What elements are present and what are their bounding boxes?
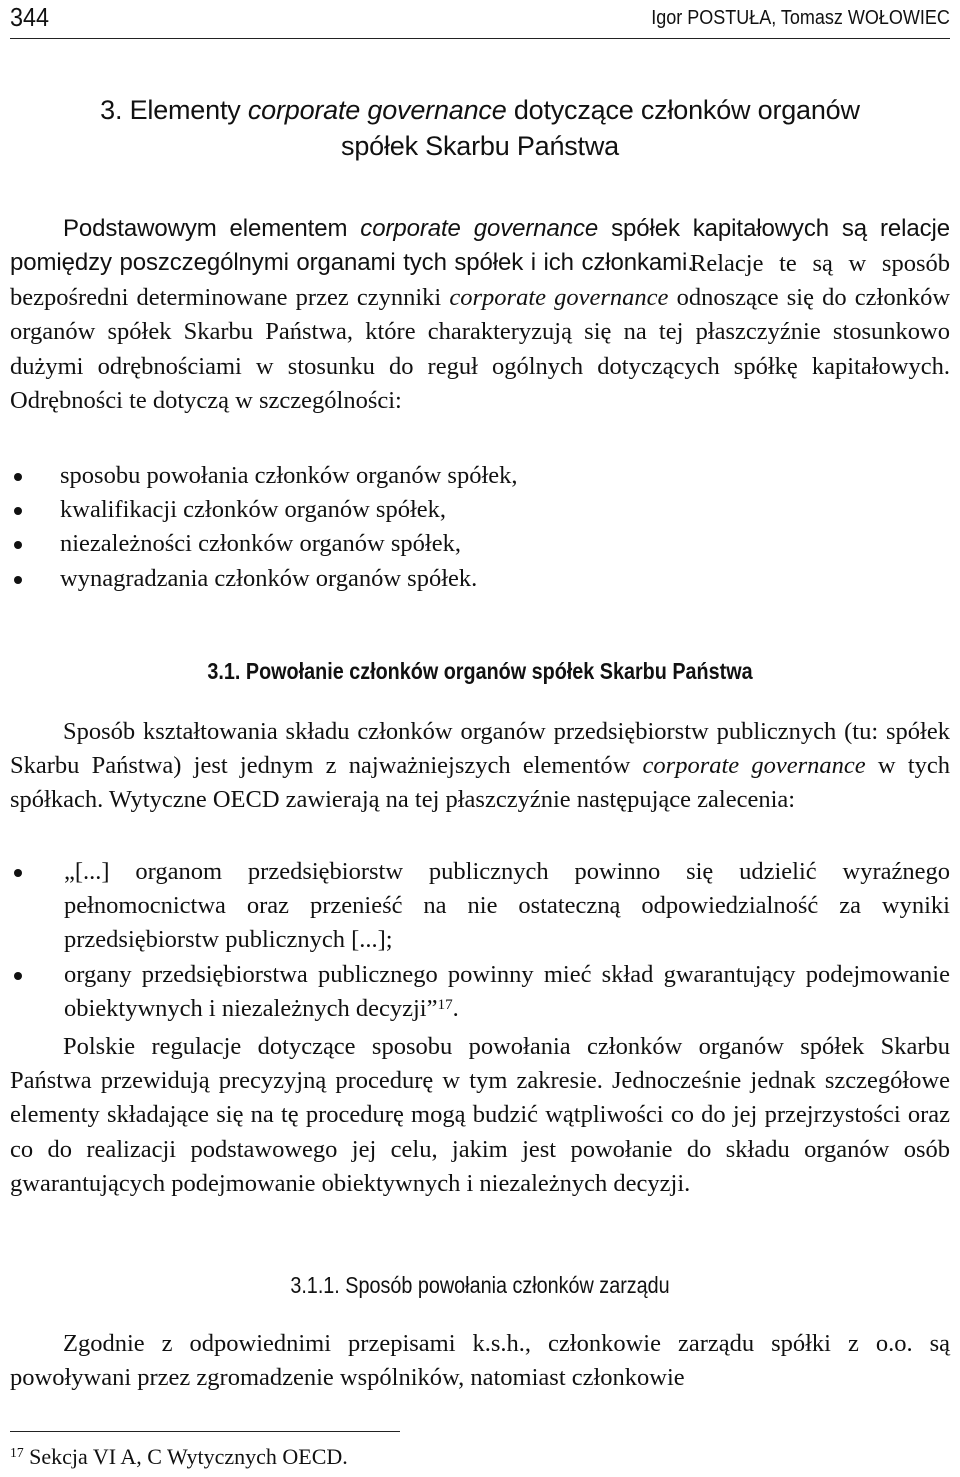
subsection-paragraph-2: Polskie regulacje dotyczące sposobu powołania członków organów spółek Skarbu Państwa przewidują precyzyjną procedurę w tym zakresie. Jednocześnie jednak szczegółowe elementy składające się na tę procedurę mogą budzić wątpliwości co do jej przejrzystości oraz co do realizacji podstawowego jej celu, jakim jest powołanie do składu organów osób gwarantujących podejmowanie obiektywnych i niezależnych decyzji. xyxy=(10,1033,950,1197)
bullet-icon xyxy=(14,473,22,481)
footnote xyxy=(10,1443,348,1471)
footnote-number: 17 xyxy=(10,1445,24,1460)
quote-item: „[...] organom przedsiębiorstw publicznych powinno się udzielić wyraźnego pełnomocnictwa oraz przenieść na nie ostateczną odpowiedzialność za wyniki przedsiębiorstw publicznych [...]; xyxy=(10,855,950,958)
bullet-icon xyxy=(14,972,22,980)
bullet-icon xyxy=(14,869,22,877)
bullet-icon xyxy=(14,576,22,584)
running-header xyxy=(10,0,950,38)
oecd-quote-list xyxy=(10,855,950,1026)
footnote-rule xyxy=(10,1431,400,1432)
subsubsection-title: 3.1.1. Sposób powołania członków zarządu xyxy=(290,1272,670,1298)
bullet-list-areas xyxy=(10,459,950,596)
footnote-text: Sekcja VI A, C Wytycznych OECD. xyxy=(23,1444,348,1469)
intro-paragraph-serif: Relacje te są w sposób bezpośredni determinowane przez czynniki corporate governance odnoszące się do członków organów spółek Skarbu Państwa, które charakteryzują się na tej płaszczyźnie stosunkowo dużymi odrębnościami w stosunku do reguł ogólnych dotyczących spółkę kapitałowych. Odrębności te dotyczą w szczególności: xyxy=(10,250,951,414)
subsection-paragraph-1: Sposób kształtowania składu członków organów przedsiębiorstw publicznych (tu: spółek Skarbu Państwa) jest jednym z najważniejszych elementów corporate governance w tych spółkach. Wytyczne OECD zawierają na tej płaszczyźnie następujące zalecenia: xyxy=(10,718,951,814)
section-title xyxy=(10,92,950,164)
quote-item: organy przedsiębiorstwa publicznego powinny mieć skład gwarantujący podejmowanie obiektywnych i niezależnych decyzji”$^{17}$. xyxy=(10,958,950,1026)
section-title-line1: 3. Elementy corporate governance dotyczące członków organów xyxy=(100,95,860,125)
section-title-line2: spółek Skarbu Państwa xyxy=(341,131,619,161)
list-item: sposobu powołania członków organów spółek, xyxy=(10,459,950,493)
header-rule xyxy=(10,38,950,39)
intro-paragraph: Podstawowym elementem corporate governance spółek kapitałowych są relacje pomiędzy poszczególnymi organami tych spółek i ich członkami. xyxy=(10,215,950,277)
list-item: wynagradzania członków organów spółek. xyxy=(10,562,950,596)
subsubsection-paragraph: Zgodnie z odpowiednimi przepisami k.s.h., członkowie zarządu spółki z o.o. są powoływani przez zgromadzenie wspólników, natomiast członkowie xyxy=(10,1330,950,1392)
subsection-title: 3.1. Powołanie członków organów spółek Skarbu Państwa xyxy=(207,658,753,684)
list-item: niezależności członków organów spółek, xyxy=(10,527,950,561)
list-item: kwalifikacji członków organów spółek, xyxy=(10,493,950,527)
bullet-icon xyxy=(14,507,22,515)
section-title-italic: corporate governance xyxy=(247,95,507,125)
footnote-ref: 17 xyxy=(437,995,453,1013)
page-number: 344 xyxy=(10,2,50,32)
bullet-icon xyxy=(14,541,22,549)
running-head-authors: Igor POSTUŁA, Tomasz WOŁOWIEC xyxy=(651,7,950,29)
